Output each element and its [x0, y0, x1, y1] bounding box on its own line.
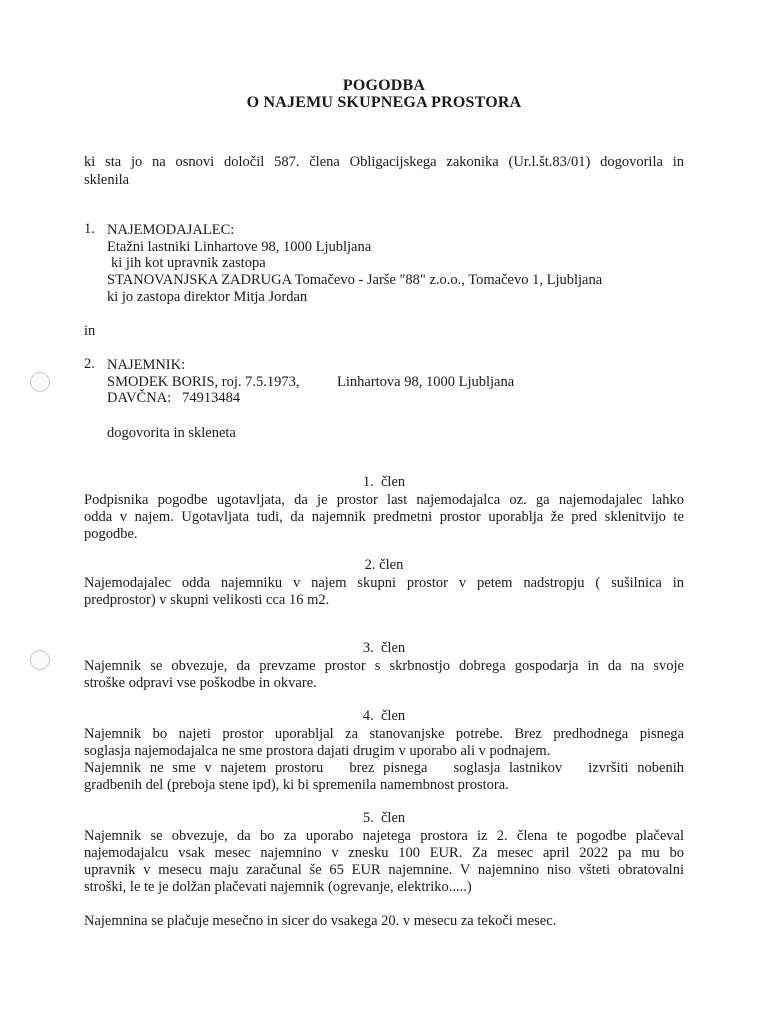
- party2-number: 2.: [84, 356, 95, 372]
- article-line: najemodajalcu vsak mesec najemnino v znesku 100 EUR. Za mesec april 2022 pa mu bo: [84, 845, 684, 861]
- article-line: upravnik v mesecu maju zaračunal še 65 EUR najemnine. V najemnino niso všteti obratovalni: [84, 862, 684, 878]
- agreement-statement: dogovorita in skleneta: [107, 425, 236, 441]
- party2-address: Linhartova 98, 1000 Ljubljana: [337, 374, 515, 390]
- article-line: Najemodajalec odda najemniku v najem skupni prostor v petem nadstropju ( sušilnica in: [84, 575, 684, 591]
- article-line: odda v najem. Ugotavljata tudi, da najemnik predmetni prostor uporablja že pred sklenitvijo te: [84, 509, 684, 525]
- article-heading: 3. člen: [362, 640, 406, 656]
- article-line: Najemnik bo najeti prostor uporabljal za stanovanjske potrebe. Brez predhodnega pisnega: [84, 726, 684, 742]
- article-line: gradbenih del (preboja stene ipd), ki bi spremenila namembnost prostora.: [84, 777, 509, 793]
- party1-line: STANOVANJSKA ZADRUGA Tomačevo - Jarše "88" z.o.o., Tomačevo 1, Ljubljana: [107, 272, 603, 288]
- article-heading: 5. člen: [362, 810, 406, 826]
- party2-heading: NAJEMNIK:: [107, 357, 186, 373]
- conjunction: in: [84, 323, 96, 339]
- document-title: POGODBA: [342, 77, 426, 94]
- party2-tax-number: DAVČNA: 74913484: [107, 390, 241, 406]
- article-line: soglasja najemodajalca ne sme prostora dajati drugim v uporabo ali v podnajem.: [84, 743, 551, 759]
- intro-text-cont: sklenila: [84, 172, 130, 188]
- article-line: Najemnik se obvezuje, da prevzame prostor s skrbnostjo dobrega gospodarja in da na svoje: [84, 658, 684, 674]
- article-heading: 4. člen: [362, 708, 406, 724]
- party2-name: SMODEK BORIS, roj. 7.5.1973,: [107, 374, 300, 390]
- party1-line: Etažni lastniki Linhartove 98, 1000 Ljubljana: [107, 239, 372, 255]
- party1-number: 1.: [84, 221, 95, 237]
- party1-heading: NAJEMODAJALEC:: [107, 222, 235, 238]
- article-line: predprostor) v skupni velikosti cca 16 m2.: [84, 592, 330, 608]
- payment-terms: Najemnina se plačuje mesečno in sicer do vsakega 20. v mesecu za tekoči mesec.: [84, 913, 557, 929]
- article-heading: 2. člen: [364, 557, 404, 573]
- article-line: stroški, le te je dolžan plačevati najemnik (ogrevanje, elektriko.....): [84, 879, 472, 895]
- party1-line: ki jo zastopa direktor Mitja Jordan: [107, 289, 308, 305]
- punch-hole-top: [30, 372, 50, 392]
- party1-line: ki jih kot upravnik zastopa: [111, 255, 266, 271]
- article-line: stroške odpravi vse poškodbe in okvare.: [84, 675, 317, 691]
- article-line: pogodbe.: [84, 526, 138, 542]
- intro-text: ki sta jo na osnovi določil 587. člena Obligacijskega zakonika (Ur.l.št.83/01) dogovorila in: [84, 154, 684, 170]
- article-line: Podpisnika pogodbe ugotavljata, da je prostor last najemodajalca oz. ga najemodajalec lahko: [84, 492, 684, 508]
- article-line: Najemnik ne sme v najetem prostoru brez pisnega soglasja lastnikov izvršiti nobenih: [84, 760, 684, 776]
- document-subtitle: O NAJEMU SKUPNEGA PROSTORA: [246, 94, 522, 111]
- article-heading: 1. člen: [362, 474, 406, 490]
- article-line: Najemnik se obvezuje, da bo za uporabo najetega prostora iz 2. člena te pogodbe plačeval: [84, 828, 684, 844]
